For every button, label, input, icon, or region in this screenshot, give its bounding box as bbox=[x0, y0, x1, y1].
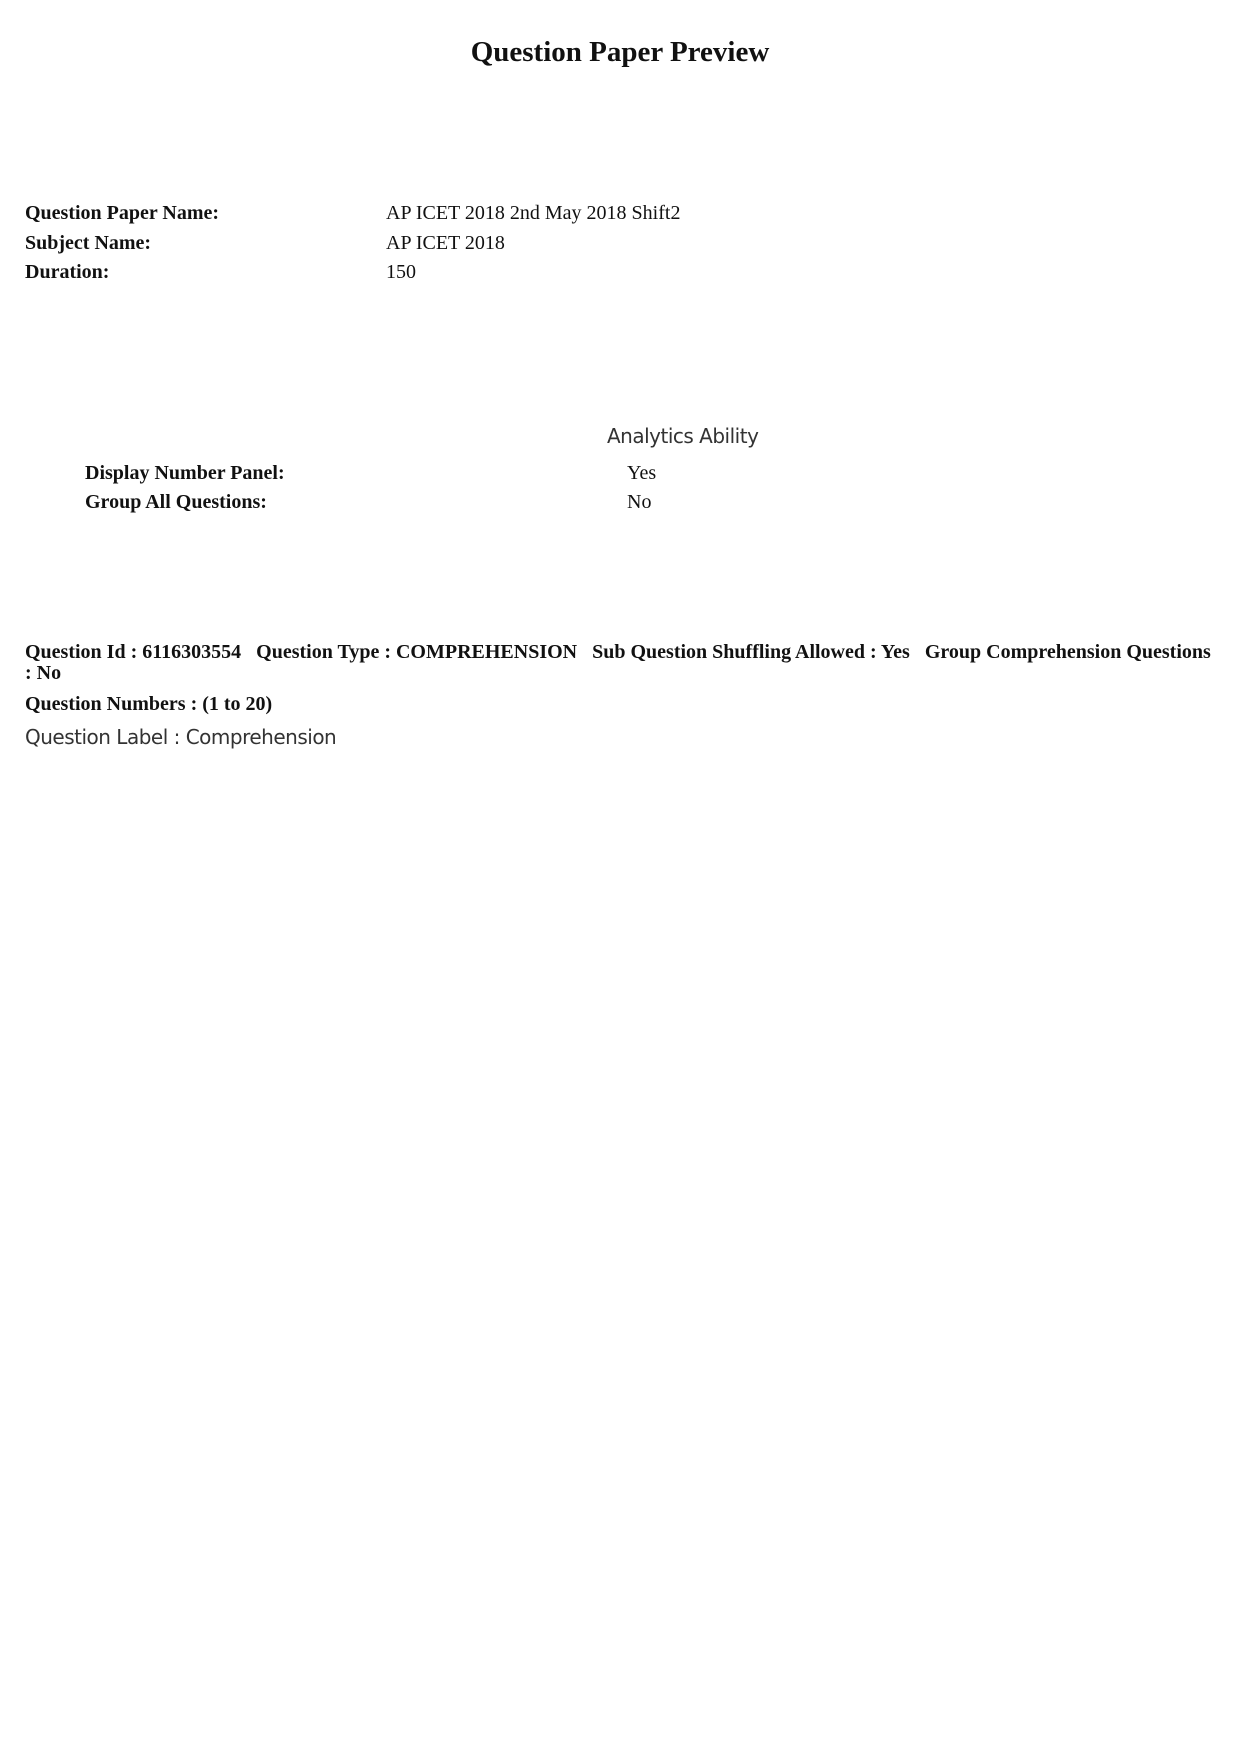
page-title: Question Paper Preview bbox=[470, 36, 770, 68]
duration-value: 150 bbox=[386, 261, 416, 283]
group-comprehension-questions: Group Comprehension Questions : No bbox=[25, 641, 1211, 684]
question-info bbox=[25, 642, 1215, 684]
subject-name-label: Subject Name: bbox=[25, 232, 152, 254]
question-numbers: Question Numbers : (1 to 20) bbox=[25, 693, 273, 715]
question-type: Question Type : COMPREHENSION bbox=[256, 641, 578, 663]
subject-name-value: AP ICET 2018 bbox=[386, 232, 505, 254]
question-id: Question Id : 6116303554 bbox=[25, 641, 242, 663]
question-label: Question Label : Comprehension bbox=[25, 725, 337, 749]
duration-label: Duration: bbox=[25, 261, 110, 283]
group-all-questions-label: Group All Questions: bbox=[85, 491, 267, 513]
question-paper-name-value: AP ICET 2018 2nd May 2018 Shift2 bbox=[386, 202, 681, 224]
sub-question-shuffling: Sub Question Shuffling Allowed : Yes bbox=[592, 641, 910, 663]
display-number-panel-value: Yes bbox=[627, 462, 657, 484]
section-name: Analytics Ability bbox=[607, 424, 759, 448]
group-all-questions-value: No bbox=[627, 491, 652, 513]
display-number-panel-label: Display Number Panel: bbox=[85, 462, 285, 484]
question-paper-name-label: Question Paper Name: bbox=[25, 202, 220, 224]
